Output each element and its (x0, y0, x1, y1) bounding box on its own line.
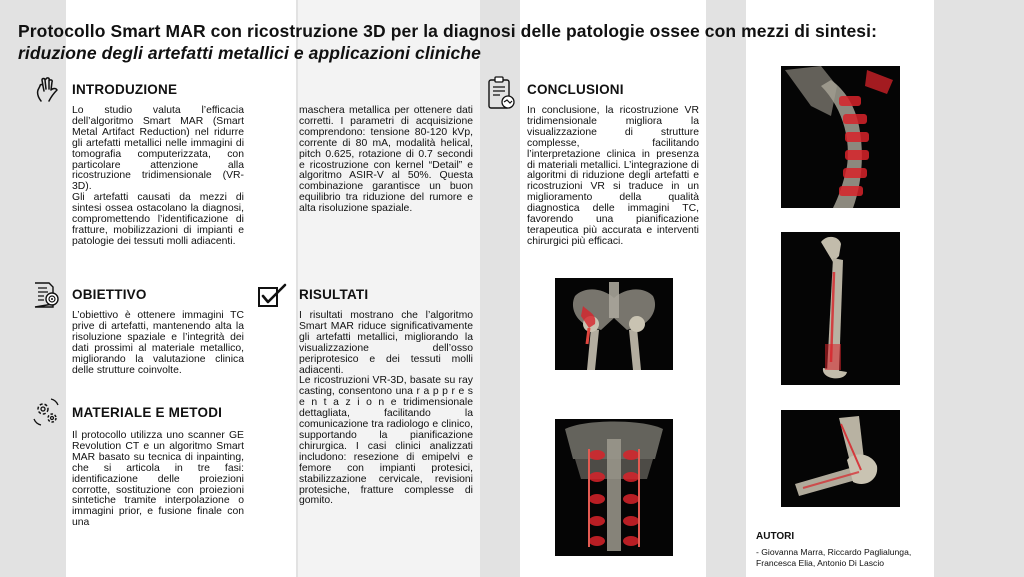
section-heading-introduzione: INTRODUZIONE (72, 82, 178, 97)
authors-list: - Giovanna Marra, Riccardo Paglialunga, Francesca Elia, Antonio Di Lascio (756, 547, 912, 568)
section-heading-conclusioni: CONCLUSIONI (527, 82, 624, 97)
elbow-ct-image (781, 410, 900, 507)
section-text-introduzione: Lo studio valuta l’efficacia dell’algoritmo Smart MAR (Smart Metal Artifact Reduction) nel ridurre gli artefatti metallici nelle immagini di tomografia computerizzata, con particolare attenzione alla ricostruzione tridimensionale (VR-3D). Gli artefatti causati da mezzi di sintesi ossea ostacolano la diagnosi, compromettendo l’identificazione di fratture, mobilizzazioni di impianti e patologie dei tessuti molli adiacenti. (72, 105, 244, 247)
gears-icon (31, 397, 61, 427)
pelvis-ct-image (555, 278, 673, 370)
document-target-icon (31, 280, 61, 310)
cervical-spine-ct-image (555, 419, 673, 556)
title-main: Protocollo Smart MAR con ricostruzione 3D per la diagnosi delle patologie ossee con mezzi di sintesi: (18, 21, 878, 41)
spine-lateral-ct-image (781, 66, 900, 208)
section-heading-risultati: RISULTATI (299, 287, 369, 302)
section-heading-materiale: MATERIALE E METODI (72, 405, 223, 420)
femur-ct-image (781, 232, 900, 385)
title-subtitle: riduzione degli artefatti metallici e applicazioni cliniche (18, 43, 481, 63)
poster-title (18, 20, 1018, 64)
raised-hand-icon (33, 77, 61, 105)
section-heading-obiettivo: OBIETTIVO (72, 287, 147, 302)
section-text-materiale-continued: maschera metallica per ottenere dati corretti. I parametri di acquisizione comprendono: tensione 80-120 kVp, corrente di 80 mA, modalità helical, pitch 0.625, rotazione di 0.7 secondi e ricostruzione con kernel “Detail” e algoritmo ASIR-V al 50%. Questa combinazione garantisce un buon equilibrio tra riduzione del rumore e alta risoluzione spaziale. (299, 105, 473, 215)
section-text-materiale: Il protocollo utilizza uno scanner GE Revolution CT e un algoritmo Smart MAR basato su tecnica di inpainting, che si articola in tre fasi: identificazione delle proiezioni corrotte, sostituzione con proiezioni sintetiche tramite interpolazione o immagini prior, e fusione finale con una (72, 430, 244, 529)
section-text-obiettivo: L’obiettivo è ottenere immagini TC prive di artefatti, mantenendo alta la risoluzione spaziale e l’integrità dei dati prossimi al materiale metallico, migliorando la valutazione clinica delle strutture coinvolte. (72, 310, 244, 376)
section-text-risultati: I risultati mostrano che l’algoritmo Smart MAR riduce significativamente gli artefatti metallici, migliorando la visualizzazione dell’osso periprotesico e dei tessuti molli adiacenti. Le ricostruzioni VR-3D, basate su ray casting, consentono una r a p p r e s e n t a z i o n e tridimensionale dettagliata, facilitando la comunicazione tra radiologo e clinico, supportando la pianificazione chirurgica. I casi clinici analizzati includono: resezione di emipelvi e femore con impianti protesici, stabilizzazione cervicale, revisioni protesiche, fratture complesse di gomito. (299, 310, 473, 507)
section-text-conclusioni: In conclusione, la ricostruzione VR tridimensionale migliora la visualizzazione di strutture complesse, facilitando l’interpretazione clinica in presenza di materiali metallici. L’integrazione di algoritmi di riduzione degli artefatti e ricostruzioni VR si traduce in un miglioramento della qualità diagnostica delle immagini TC, favorendo una pianificazione terapeutica più accurata e interventi chirurgici più efficaci. (527, 105, 699, 247)
clipboard-handshake-icon (486, 76, 516, 112)
authors-heading: AUTORI (756, 531, 795, 542)
checkbox-icon (257, 283, 289, 309)
